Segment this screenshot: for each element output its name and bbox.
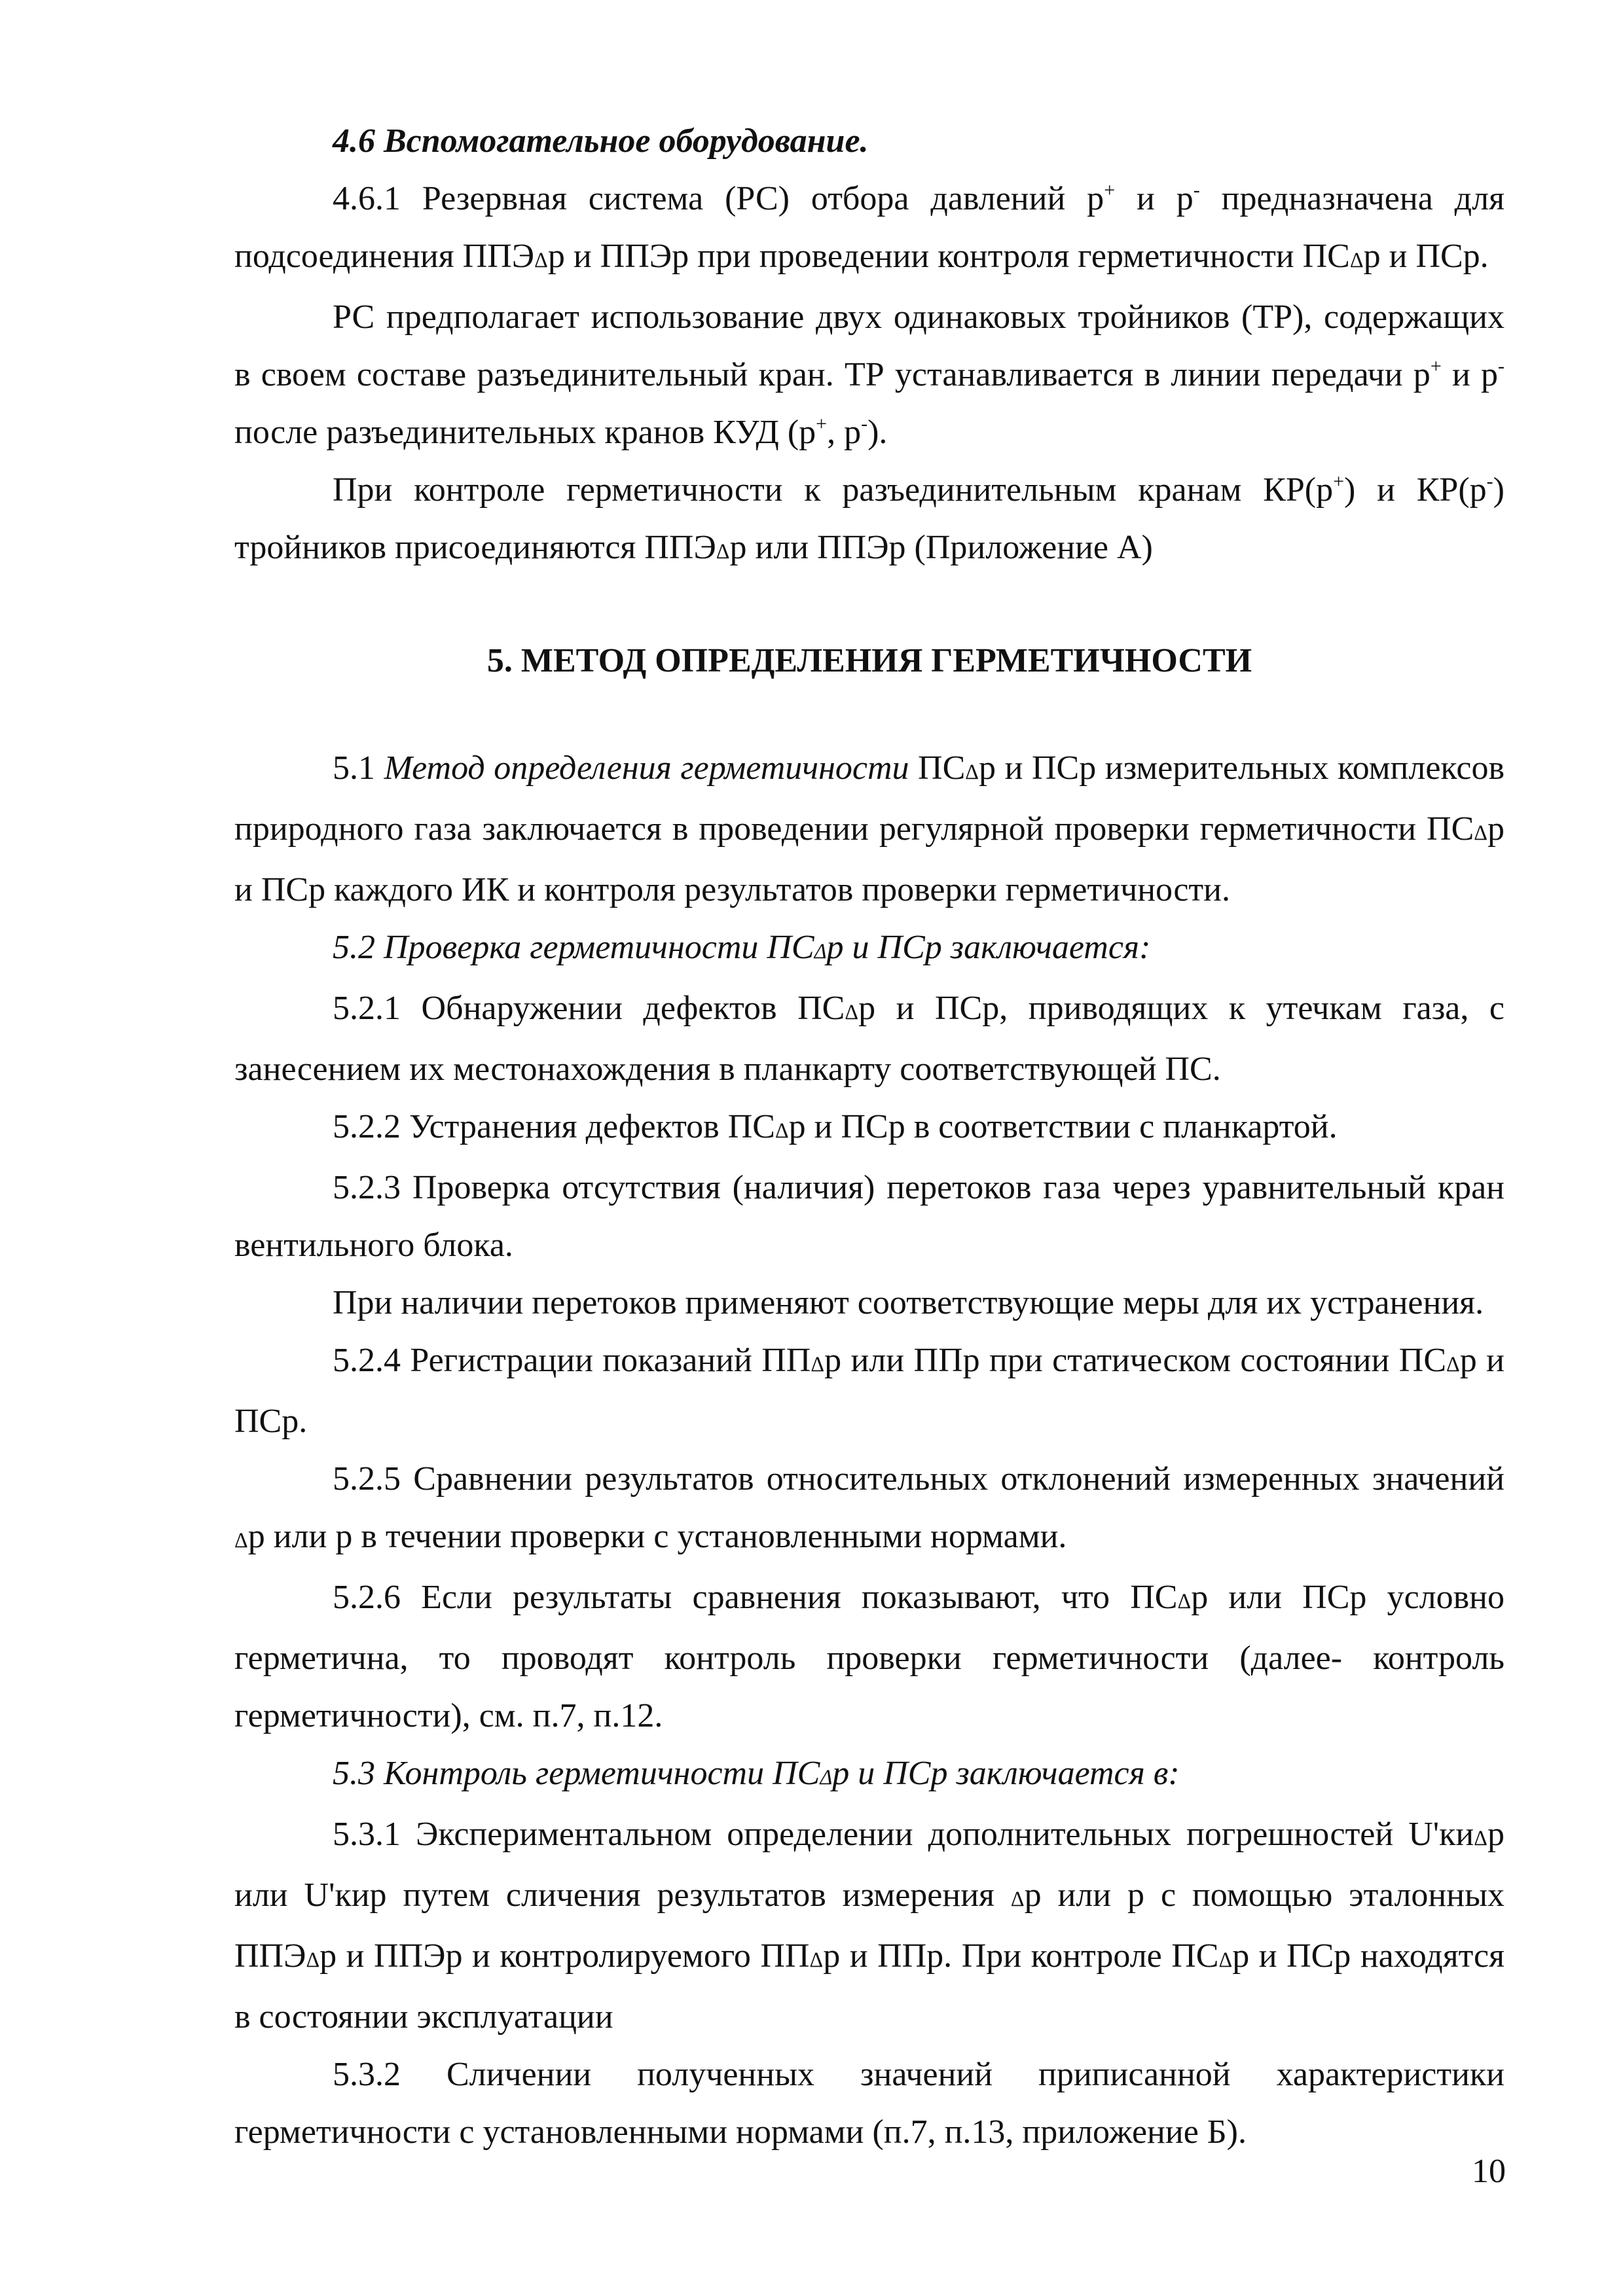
text-run: р и ПСр заключается: [826,929,1151,966]
delta-symbol: Δ [1446,1352,1460,1376]
paragraph-control-connection [234,461,1504,580]
superscript-sign: + [1333,470,1345,492]
text-column [234,113,1504,2161]
text-run: р и ПСр. [234,1342,1505,1440]
paragraph-5-3-1 [234,1806,1504,2046]
text-run: р и ПСр, приводящих к утечкам газа, с занесением их местонахождения в планкарту соответствующей ПС. [234,990,1504,1088]
text-run: р и ПСр находятся в состоянии эксплуатации [234,1937,1504,2036]
text-run: ПС [909,749,966,787]
text-run: предназначена для подсоединения ППЭ [234,180,1505,275]
delta-symbol: Δ [1177,1589,1192,1613]
section-4-6-title: 4.6 Вспомогательное оборудование. [333,122,869,160]
text-run: р и ППЭр при проведении контроля герметичности ПС [547,238,1350,275]
superscript-sign: - [1486,470,1493,492]
text-run: р или р в течении проверки с установленными нормами. [247,1518,1067,1555]
text-run: и р [1115,180,1194,217]
superscript-sign: - [1498,355,1505,377]
delta-symbol: Δ [716,539,730,563]
superscript-sign: + [1104,179,1116,201]
section-5-heading: 5. МЕТОД ОПРЕДЕЛЕНИЯ ГЕРМЕТИЧНОСТИ [486,642,1252,679]
text-run: после разъединительных кранов КУД (р [234,414,816,451]
text-run: 5.3 Контроль герметичности ПС [333,1755,820,1792]
paragraph-5-3 [234,1745,1504,1806]
text-run: р или U'кир путем сличения результатов измерения [234,1816,1504,1914]
text-run: р и ПСр в соответствии с планкартой. [788,1108,1338,1145]
delta-symbol: Δ [1474,1826,1487,1850]
text-run: 5.2 Проверка герметичности ПС [333,929,814,966]
spacer [234,580,1504,632]
text-run: 5.2.1 Обнаружении дефектов ПС [333,990,845,1027]
text-run: р или ППр при статическом состоянии ПС [824,1342,1447,1379]
superscript-sign: + [1430,355,1442,377]
delta-symbol: Δ [965,760,979,783]
delta-symbol: Δ [845,1000,859,1024]
delta-symbol: Δ [1474,821,1487,844]
paragraph-5-2-5 [234,1450,1504,1569]
text-run: , р [827,414,862,451]
text-run: 5.2.6 Если результаты сравнения показывают, что ПС [333,1579,1178,1616]
text-run: 5.2.2 Устранения дефектов ПС [333,1108,775,1145]
paragraph-rs-description [234,289,1504,461]
text-run: р или ПСр условно герметична, то проводят контроль проверки герметичности (далее- контроль герметичности), см. п.7, п.12. [234,1579,1504,1734]
superscript-sign: + [816,412,828,435]
delta-symbol: Δ [234,1528,248,1552]
text-run: 5.2.5 Сравнении результатов относительных отклонений измеренных значений [333,1460,1504,1498]
paragraph-5-3-2 [234,2046,1504,2161]
text-run: 5.3.1 Экспериментальном определении дополнительных погрешностей U'ки [333,1816,1474,1853]
text-run: 4.6.1 Резервная система (РС) отбора давлений р [333,180,1104,217]
text-run: Метод определения герметичности [384,749,909,787]
text-run: р и ППр. При контроле ПС [823,1937,1219,1975]
text-run: ) тройников присоединяются ППЭ [234,471,1504,566]
text-run: При наличии перетоков применяют соответствующие меры для их устранения. [333,1284,1484,1321]
text-run: р и ПСр каждого ИК и контроля результатов проверки герметичности. [234,810,1504,908]
text-run: р и ПСр заключается в: [832,1755,1180,1792]
text-run: р и ПСр. [1363,238,1489,275]
text-run: р и ППЭр и контролируемого ПП [319,1937,810,1975]
delta-symbol: Δ [809,1948,824,1971]
text-run: 5.2.4 Регистрации показаний ПП [333,1342,811,1379]
paragraph-5-2-6 [234,1569,1504,1745]
text-run: р и ПСр измерительных комплексов природного газа заключается в проведении регулярной проверки герметичности ПС [234,749,1504,848]
text-run: 5.1 [333,749,384,787]
delta-symbol: Δ [1010,1887,1025,1910]
text-run: 5.2.3 Проверка отсутствия (наличия) перетоков газа через уравнительный кран вентильного блока. [234,1169,1504,1264]
delta-symbol: Δ [814,939,827,963]
delta-symbol: Δ [1218,1948,1233,1971]
paragraph-5-1 [234,740,1504,919]
page-number: 10 [1472,2153,1506,2190]
text-run: ) и КР(р [1344,471,1487,509]
paragraph-5-2-3-measures [234,1274,1504,1332]
spacer [234,690,1504,740]
text-run: 5.3.2 Сличении полученных значений приписанной характеристики герметичности с установленными нормами (п.7, п.13, приложение Б). [234,2056,1504,2151]
delta-symbol: Δ [775,1119,789,1142]
delta-symbol: Δ [306,1948,320,1971]
paragraph-5-2-1 [234,980,1504,1098]
paragraph-5-2-4 [234,1332,1504,1450]
text-run: РС предполагает использование двух одинаковых тройников (ТР), содержащих в своем составе разъединительный кран. ТР устанавливается в линии передачи р [234,298,1504,393]
text-run: ). [867,414,888,451]
text-run: р или ППЭр (Приложение А) [729,529,1153,566]
text-run: При контроле герметичности к разъединительным кранам КР(р [333,471,1334,509]
delta-symbol: Δ [811,1352,825,1376]
paragraph-4-6-1 [234,170,1504,289]
delta-symbol: Δ [534,248,548,272]
delta-symbol: Δ [820,1765,833,1789]
paragraph-5-2-2 [234,1098,1504,1159]
paragraph-5-2 [234,919,1504,980]
text-run: р или р с помощью эталонных ППЭ [234,1876,1505,1975]
superscript-sign: - [861,412,868,435]
superscript-sign: - [1193,179,1200,201]
paragraph-5-2-3 [234,1159,1504,1274]
delta-symbol: Δ [1349,248,1364,272]
text-run: и р [1441,356,1499,393]
